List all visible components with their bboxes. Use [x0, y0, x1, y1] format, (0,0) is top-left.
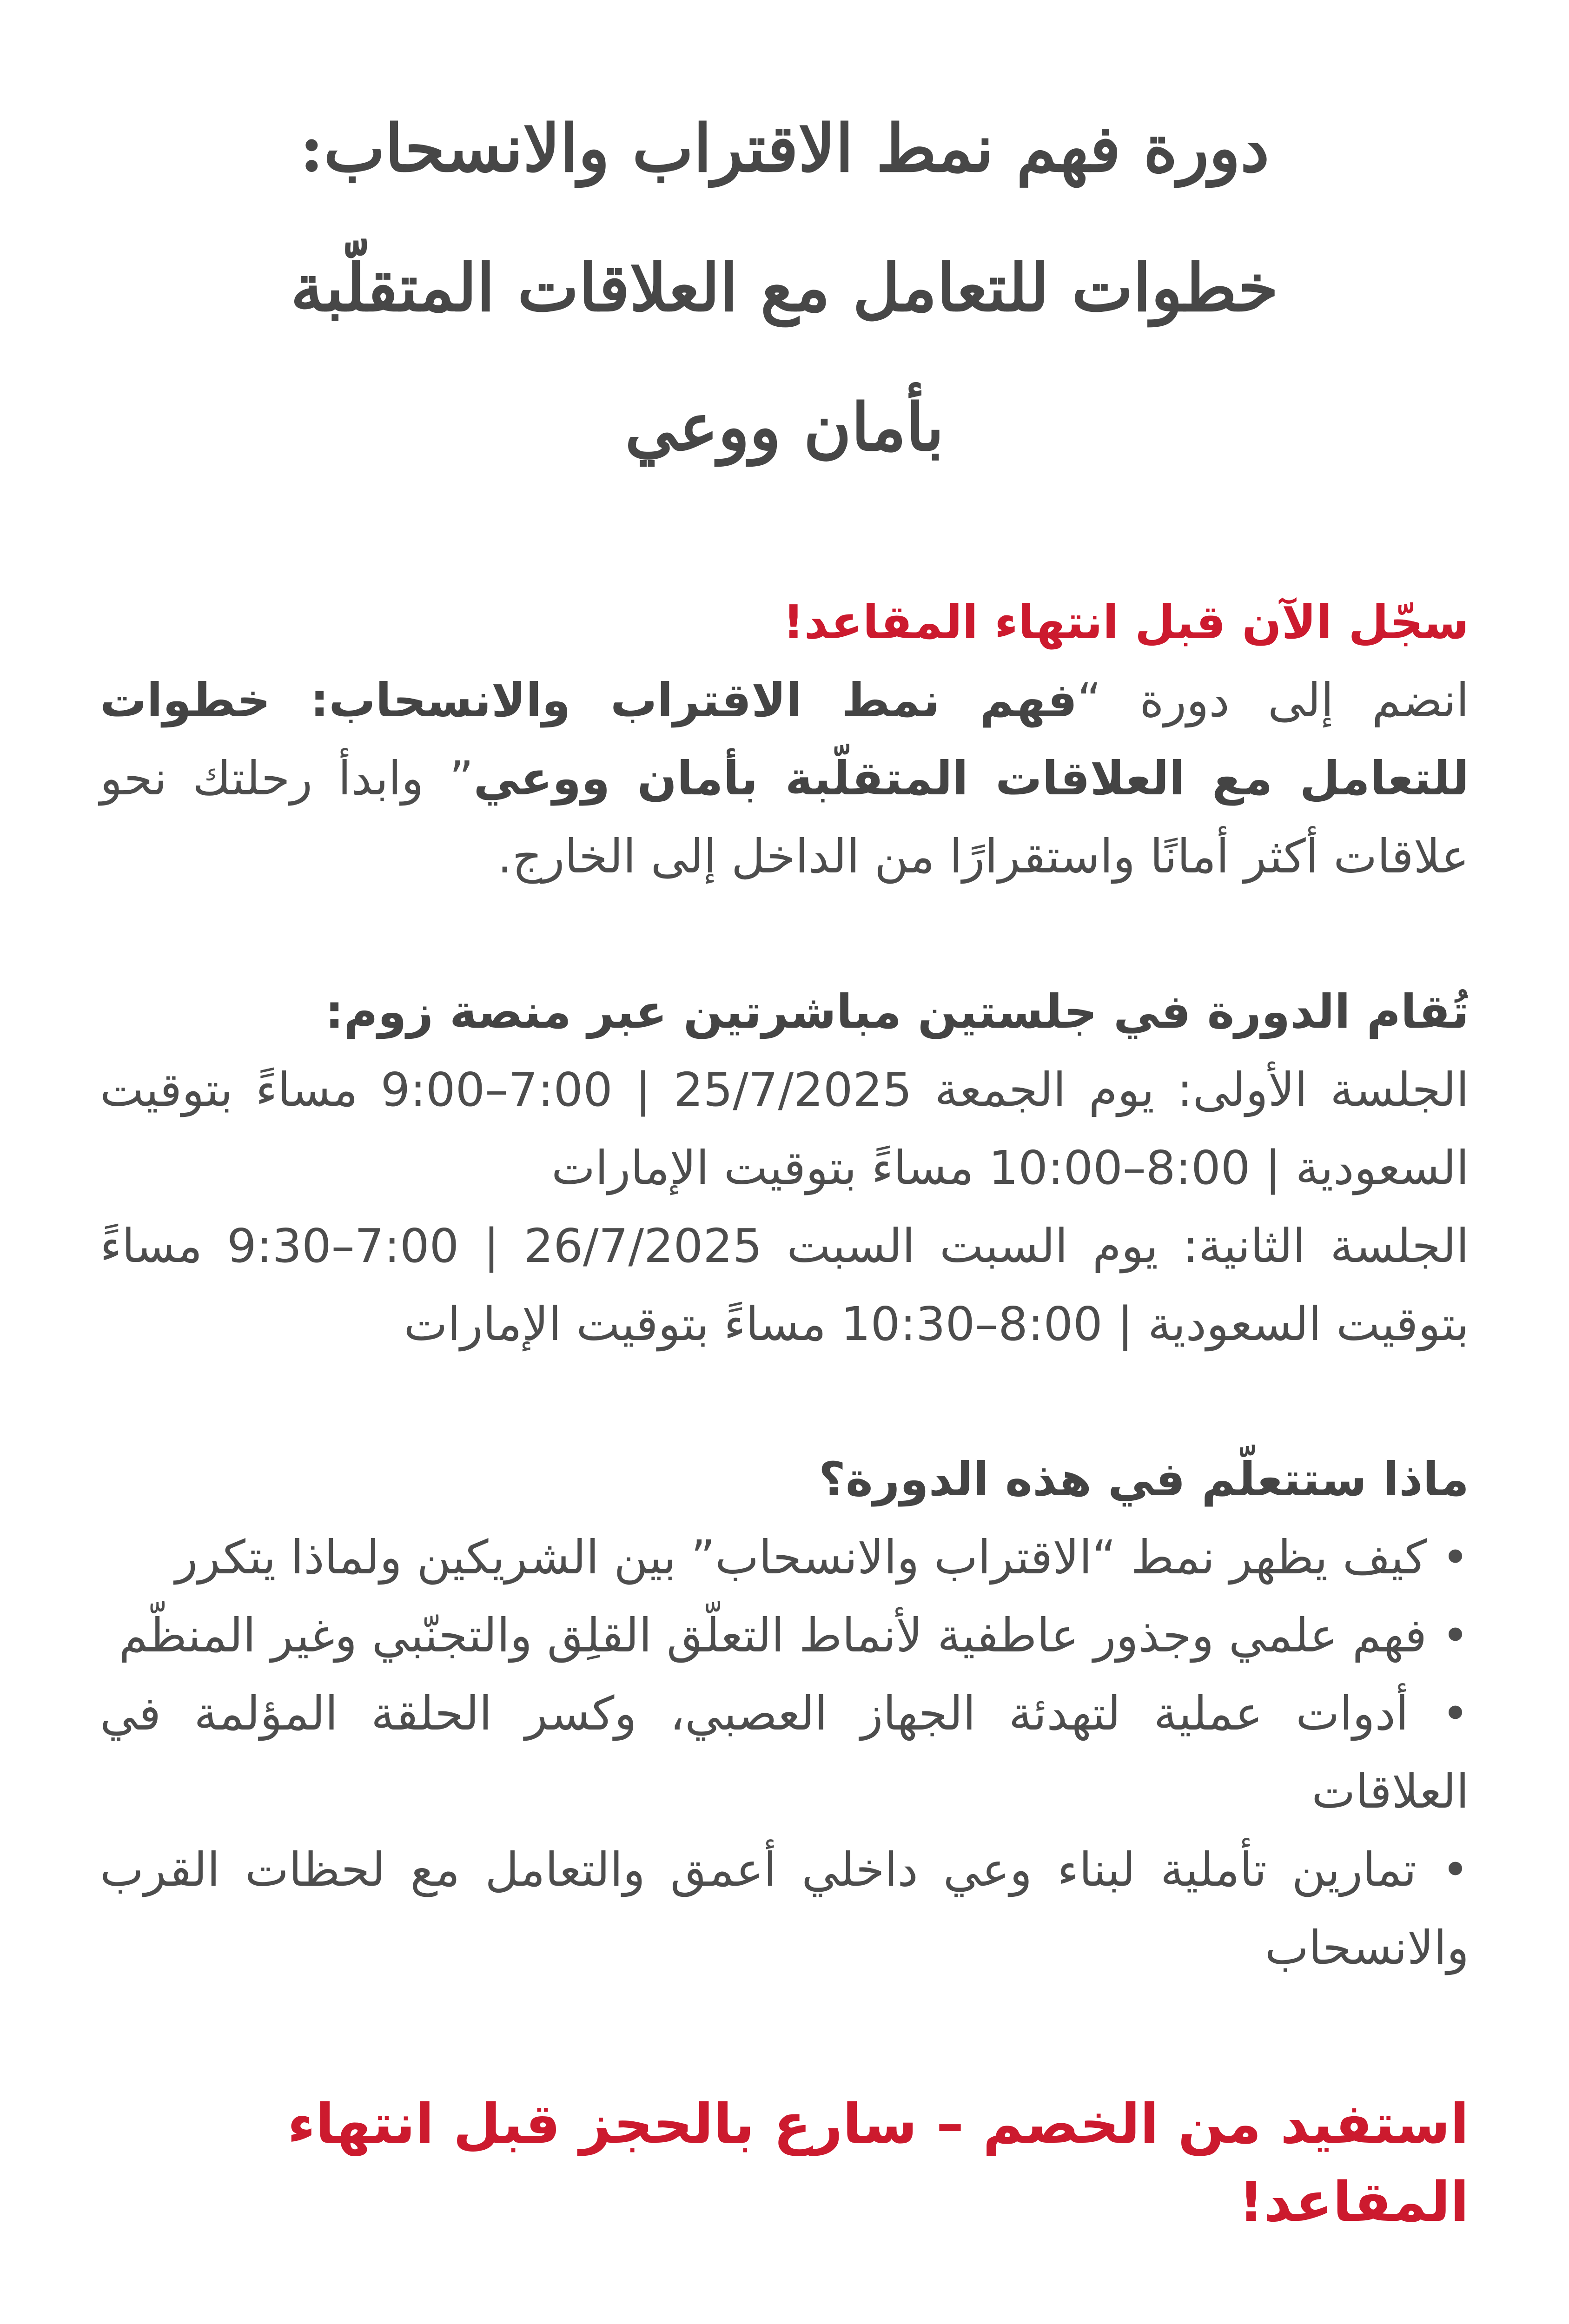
learn-section — [100, 1440, 1469, 1987]
learn-item: • فهم علمي وجذور عاطفية لأنماط التعلّق القلِق والتجنّبي وغير المنظّم — [119, 1608, 1469, 1663]
learn-item: • كيف يظهر نمط “الاقتراب والانسحاب” بين الشريكين ولماذا يتكرر — [175, 1530, 1469, 1585]
discount-section — [100, 2085, 1469, 2241]
discount-banner: استفيد من الخصم – سارع بالحجز قبل انتهاء المقاعد! — [287, 2092, 1469, 2234]
course-name: فهم نمط الاقتراب والانسحاب: خطوات للتعامل مع العلاقات المتقلّبة بأمان ووعي — [100, 673, 1469, 805]
intro-paragraph — [100, 661, 1469, 896]
title-line-3: بأمان ووعي — [625, 390, 944, 466]
schedule-heading: تُقام الدورة في جلستين مباشرتين عبر منصة زوم: — [325, 984, 1469, 1039]
title-line-1: دورة فهم نمط الاقتراب والانسحاب: — [299, 111, 1270, 187]
title-line-2: خطوات للتعامل مع العلاقات المتقلّبة — [291, 250, 1278, 326]
session-1: الجلسة الأولى: يوم الجمعة 25/7/2025 | 7:00–9:00 مساءً بتوقيت السعودية | 8:00–10:00 مساءً بتوقيت الإمارات — [100, 1063, 1470, 1195]
learn-heading: ماذا ستتعلّم في هذه الدورة؟ — [818, 1452, 1469, 1506]
page-title — [100, 79, 1469, 497]
intro-section — [100, 583, 1469, 896]
session-2: الجلسة الثانية: يوم السبت السبت 26/7/2025 | 7:00–9:30 مساءً بتوقيت السعودية | 8:00–10:30 مساءً بتوقيت الإمارات — [100, 1219, 1469, 1351]
intro-join-suffix: ” وابدأ رحلتك نحو علاقات أكثر أمانًا واستقرارًا من الداخل إلى الخارج. — [100, 751, 1469, 884]
learn-item: • أدوات عملية لتهدئة الجهاز العصبي، وكسر الحلقة المؤلمة في العلاقات — [100, 1686, 1469, 1819]
register-cta: سجّل الآن قبل انتهاء المقاعد! — [783, 595, 1469, 649]
learn-item: • تمارين تأملية لبناء وعي داخلي أعمق والتعامل مع لحظات القرب والانسحاب — [100, 1842, 1469, 1975]
schedule-section — [100, 973, 1469, 1363]
intro-join-prefix: انضم إلى دورة “ — [1077, 673, 1469, 727]
